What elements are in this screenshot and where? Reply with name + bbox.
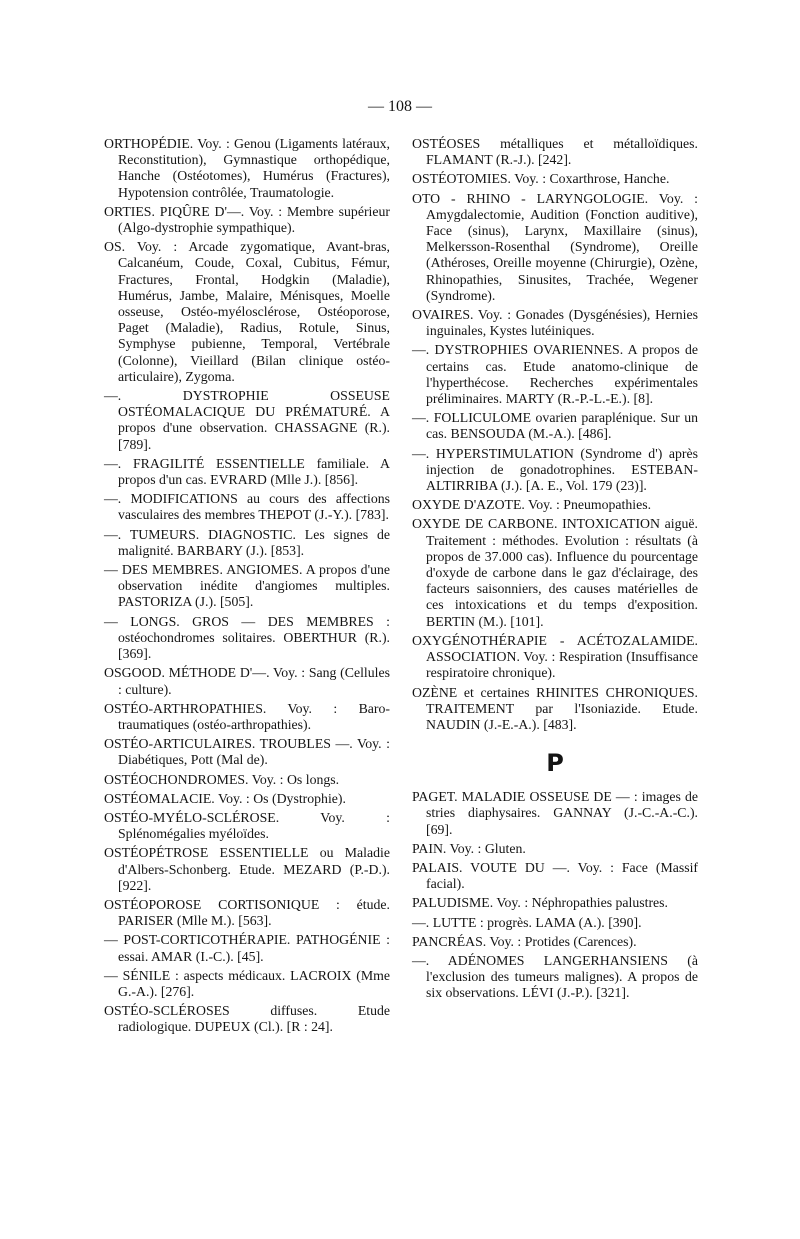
index-entry: — DES MEMBRES. ANGIOMES. A propos d'une observation inédite d'angiomes multiples. PASTORIZA (J.). [505]. [104, 562, 390, 610]
index-entry: —. DYSTROPHIES OVARIENNES. A propos de certains cas. Etude anatomo-clinique de l'hyperthécose. Recherches expérimentales préliminaires. MARTY (R.-P.-L.-E.). [8]. [412, 342, 698, 407]
index-entry: PAIN. Voy. : Gluten. [412, 840, 526, 856]
index-entry: OZÈNE et certaines RHINITES CHRONIQUES. TRAITEMENT par l'Isoniazide. Etude. NAUDIN (J.-E.-A.). [483]. [412, 684, 698, 732]
index-entry: OSTÉO-MYÉLO-SCLÉROSE. Voy. : Splénomégalies myéloïdes. [104, 809, 390, 842]
index-entry: —. TUMEURS. DIAGNOSTIC. Les signes de malignité. BARBARY (J.). [853]. [104, 526, 390, 558]
index-entry: OSTÉOPÉTROSE ESSENTIELLE ou Maladie d'Albers-Schonberg. Etude. MEZARD (P.-D.). [922]. [104, 845, 390, 893]
index-entry: OSTÉOMALACIE. Voy. : Os (Dystrophie). [104, 790, 346, 806]
index-column-left [104, 136, 390, 1039]
index-entry: — SÉNILE : aspects médicaux. LACROIX (Mme G.-A.). [276]. [104, 967, 390, 999]
index-entry: OSTÉO-SCLÉROSES diffuses. Etude radiologique. DUPEUX (Cl.). [R : 24]. [104, 1003, 390, 1035]
index-entry: PALAIS. VOUTE DU —. Voy. : Face (Massif facial). [412, 859, 698, 892]
index-entry: OS. Voy. : Arcade zygomatique, Avant-bras, Calcanéum, Coude, Coxal, Cubitus, Fémur, Fractures, Frontal, Hodgkin (Maladie), Humérus, Jambe, Malaire, Ménisques, Moelle osseuse, Ostéo-myélosclérose, Ostéoporose, Paget (Maladie), Radius, Rotule, Sinus, Symphyse pubienne, Temporal, Vertébrale (Colonne), Vieillard (Bilan clinique ostéo-articulaire), Zygoma. [104, 239, 390, 384]
index-entry: —. FRAGILITÉ ESSENTIELLE familiale. A propos d'un cas. EVRARD (Mlle J.). [856]. [104, 455, 390, 488]
index-entry: —. MODIFICATIONS au cours des affections vasculaires des membres THEPOT (J.-Y.). [783]. [104, 491, 390, 523]
index-entry: ORTIES. PIQÛRE D'—. Voy. : Membre supérieur (Algo-dystrophie sympathique). [104, 203, 390, 236]
index-entry: —. FOLLICULOME ovarien paraplénique. Sur un cas. BENSOUDA (M.-A.). [486]. [412, 410, 698, 442]
index-entry: PALUDISME. Voy. : Néphropathies palustres. [412, 895, 669, 911]
index-entry: OSTÉOTOMIES. Voy. : Coxarthrose, Hanche. [412, 171, 670, 187]
index-entry: OVAIRES. Voy. : Gonades (Dysgénésies), Hernies inguinales, Kystes lutéiniques. [412, 307, 698, 339]
index-entry: —. DYSTROPHIE OSSEUSE OSTÉOMALACIQUE DU PRÉMATURÉ. A propos d'une observation. CHASSAGNE (R.). [789]. [104, 388, 390, 452]
index-entry: OSTÉOSES métalliques et métalloïdiques. FLAMANT (R.-J.). [242]. [412, 136, 698, 168]
index-entry: — LONGS. GROS — DES MEMBRES : ostéochondromes solitaires. OBERTHUR (R.). [369]. [104, 613, 390, 662]
index-entry: OSTÉO-ARTHROPATHIES. Voy. : Baro-traumatiques (ostéo-arthropathies). [104, 700, 390, 732]
index-entry: —. HYPERSTIMULATION (Syndrome d') après injection de gonadotrophines. ESTEBAN-ALTIRRIBA (J.). [A. E., Vol. 179 (23)]. [412, 445, 698, 494]
index-entry: —. LUTTE : progrès. LAMA (A.). [390]. [412, 914, 642, 930]
index-entry: OSTÉO-ARTICULAIRES. TROUBLES —. Voy. : Diabétiques, Pott (Mal de). [104, 736, 390, 768]
index-entry: — POST-CORTICOTHÉRAPIE. PATHOGÉNIE : essai. AMAR (I.-C.). [45]. [104, 932, 390, 964]
index-entry: OXYDE D'AZOTE. Voy. : Pneumopathies. [412, 497, 652, 513]
index-entry: OXYGÉNOTHÉRAPIE - ACÉTOZALAMIDE. ASSOCIATION. Voy. : Respiration (Insuffisance respiratoire chronique). [412, 632, 698, 681]
index-column-right [412, 136, 698, 1005]
index-entry: OSTÉOCHONDROMES. Voy. : Os longs. [104, 771, 340, 787]
page-number: — 108 — [368, 98, 432, 115]
index-entry: OXYDE DE CARBONE. INTOXICATION aiguë. Traitement : méthodes. Evolution : résultats (à propos de 37.000 cas). Influence du pourcentage d'oxyde de carbone dans le gaz d'éclairage, des facteurs saisonniers, des causes matérielles de ces intoxications et du temps d'exposition. BERTIN (M.). [101]. [412, 516, 698, 629]
index-entry: OSTÉOPOROSE CORTISONIQUE : étude. PARISER (Mlle M.). [563]. [104, 896, 390, 929]
index-entry: ORTHOPÉDIE. Voy. : Genou (Ligaments latéraux, Reconstitution), Gymnastique orthopédique, Hanche (Ostéotomes), Humérus (Fractures), Hypotension contrôlée, Traumatologie. [104, 136, 390, 200]
index-entry: PAGET. MALADIE OSSEUSE DE — : images de stries diaphysaires. GANNAY (J.-C.-A.-C.). [69]. [412, 789, 698, 837]
section-letter-heading: P [546, 749, 564, 778]
index-entry: —. ADÉNOMES LANGERHANSIENS (à l'exclusion des tumeurs malignes). A propos de six observations. LÉVI (J.-P.). [321]. [412, 952, 698, 1001]
index-entry: OTO - RHINO - LARYNGOLOGIE. Voy. : Amygdalectomie, Audition (Fonction auditive), Face (sinus), Larynx, Maxillaire (sinus), Melkersson-Rosenthal (Syndrome), Oreille (Athéroses, Oreille moyenne (Chirurgie), Ozène, Rhinopathies, Sinusites, Trachée, Wegener (Syndrome). [412, 190, 698, 303]
index-entry: PANCRÉAS. Voy. : Protides (Carences). [412, 933, 637, 949]
index-entry: OSGOOD. MÉTHODE D'—. Voy. : Sang (Cellules : culture). [104, 665, 390, 697]
